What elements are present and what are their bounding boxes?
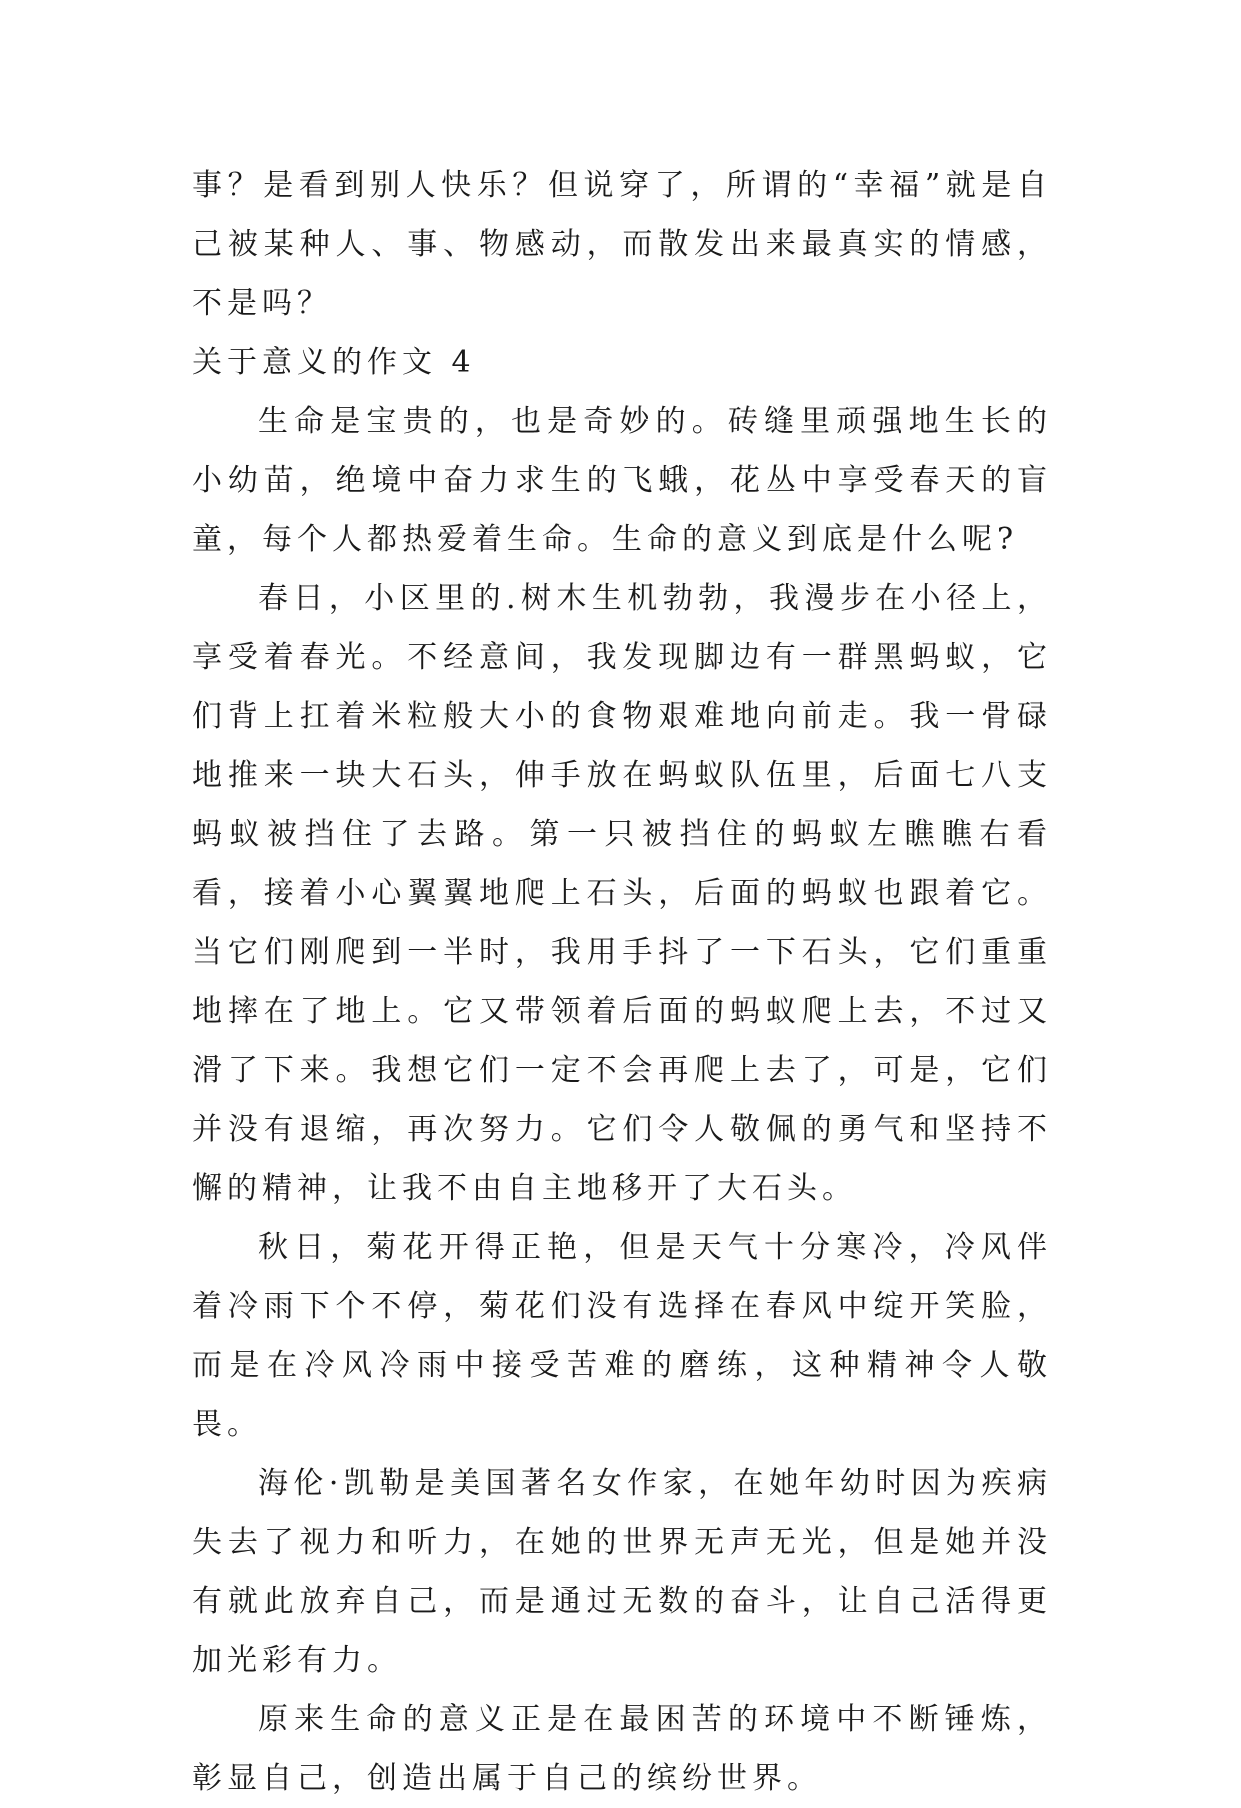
continuation-paragraph: 事？是看到别人快乐？但说穿了，所谓的“幸福”就是自己被某种人、事、物感动，而散发出来最真实的情感，不是吗？ (192, 168, 1052, 321)
paragraph-5: 原来生命的意义正是在最困苦的环境中不断锤炼，彰显自己，创造出属于自己的缤纷世界。 (192, 1702, 1052, 1796)
paragraph-1: 生命是宝贵的，也是奇妙的。砖缝里顽强地生长的小幼苗，绝境中奋力求生的飞蛾，花丛中享受春天的盲童，每个人都热爱着生命。生命的意义到底是什么呢? (192, 404, 1052, 557)
document-page (192, 156, 1052, 1808)
section-title: 关于意义的作文 4 (192, 345, 476, 380)
paragraph-4: 海伦·凯勒是美国著名女作家，在她年幼时因为疾病失去了视力和听力，在她的世界无声无光，但是她并没有就此放弃自己，而是通过无数的奋斗，让自己活得更加光彩有力。 (192, 1466, 1052, 1678)
paragraph-2: 春日，小区里的.树木生机勃勃，我漫步在小径上，享受着春光。不经意间，我发现脚边有一群黑蚂蚁，它们背上扛着米粒般大小的食物艰难地向前走。我一骨碌地推来一块大石头，伸手放在蚂蚁队伍里，后面七八支蚂蚁被挡住了去路。第一只被挡住的蚂蚁左瞧瞧右看看，接着小心翼翼地爬上石头，后面的蚂蚁也跟着它。当它们刚爬到一半时，我用手抖了一下石头，它们重重地摔在了地上。它又带领着后面的蚂蚁爬上去，不过又滑了下来。我想它们一定不会再爬上去了，可是，它们并没有退缩，再次努力。它们令人敬佩的勇气和坚持不懈的精神，让我不由自主地移开了大石头。 (192, 581, 1052, 1206)
paragraph-3: 秋日，菊花开得正艳，但是天气十分寒冷，冷风伴着冷雨下个不停，菊花们没有选择在春风中绽开笑脸，而是在冷风冷雨中接受苦难的磨练，这种精神令人敬畏。 (192, 1230, 1052, 1442)
